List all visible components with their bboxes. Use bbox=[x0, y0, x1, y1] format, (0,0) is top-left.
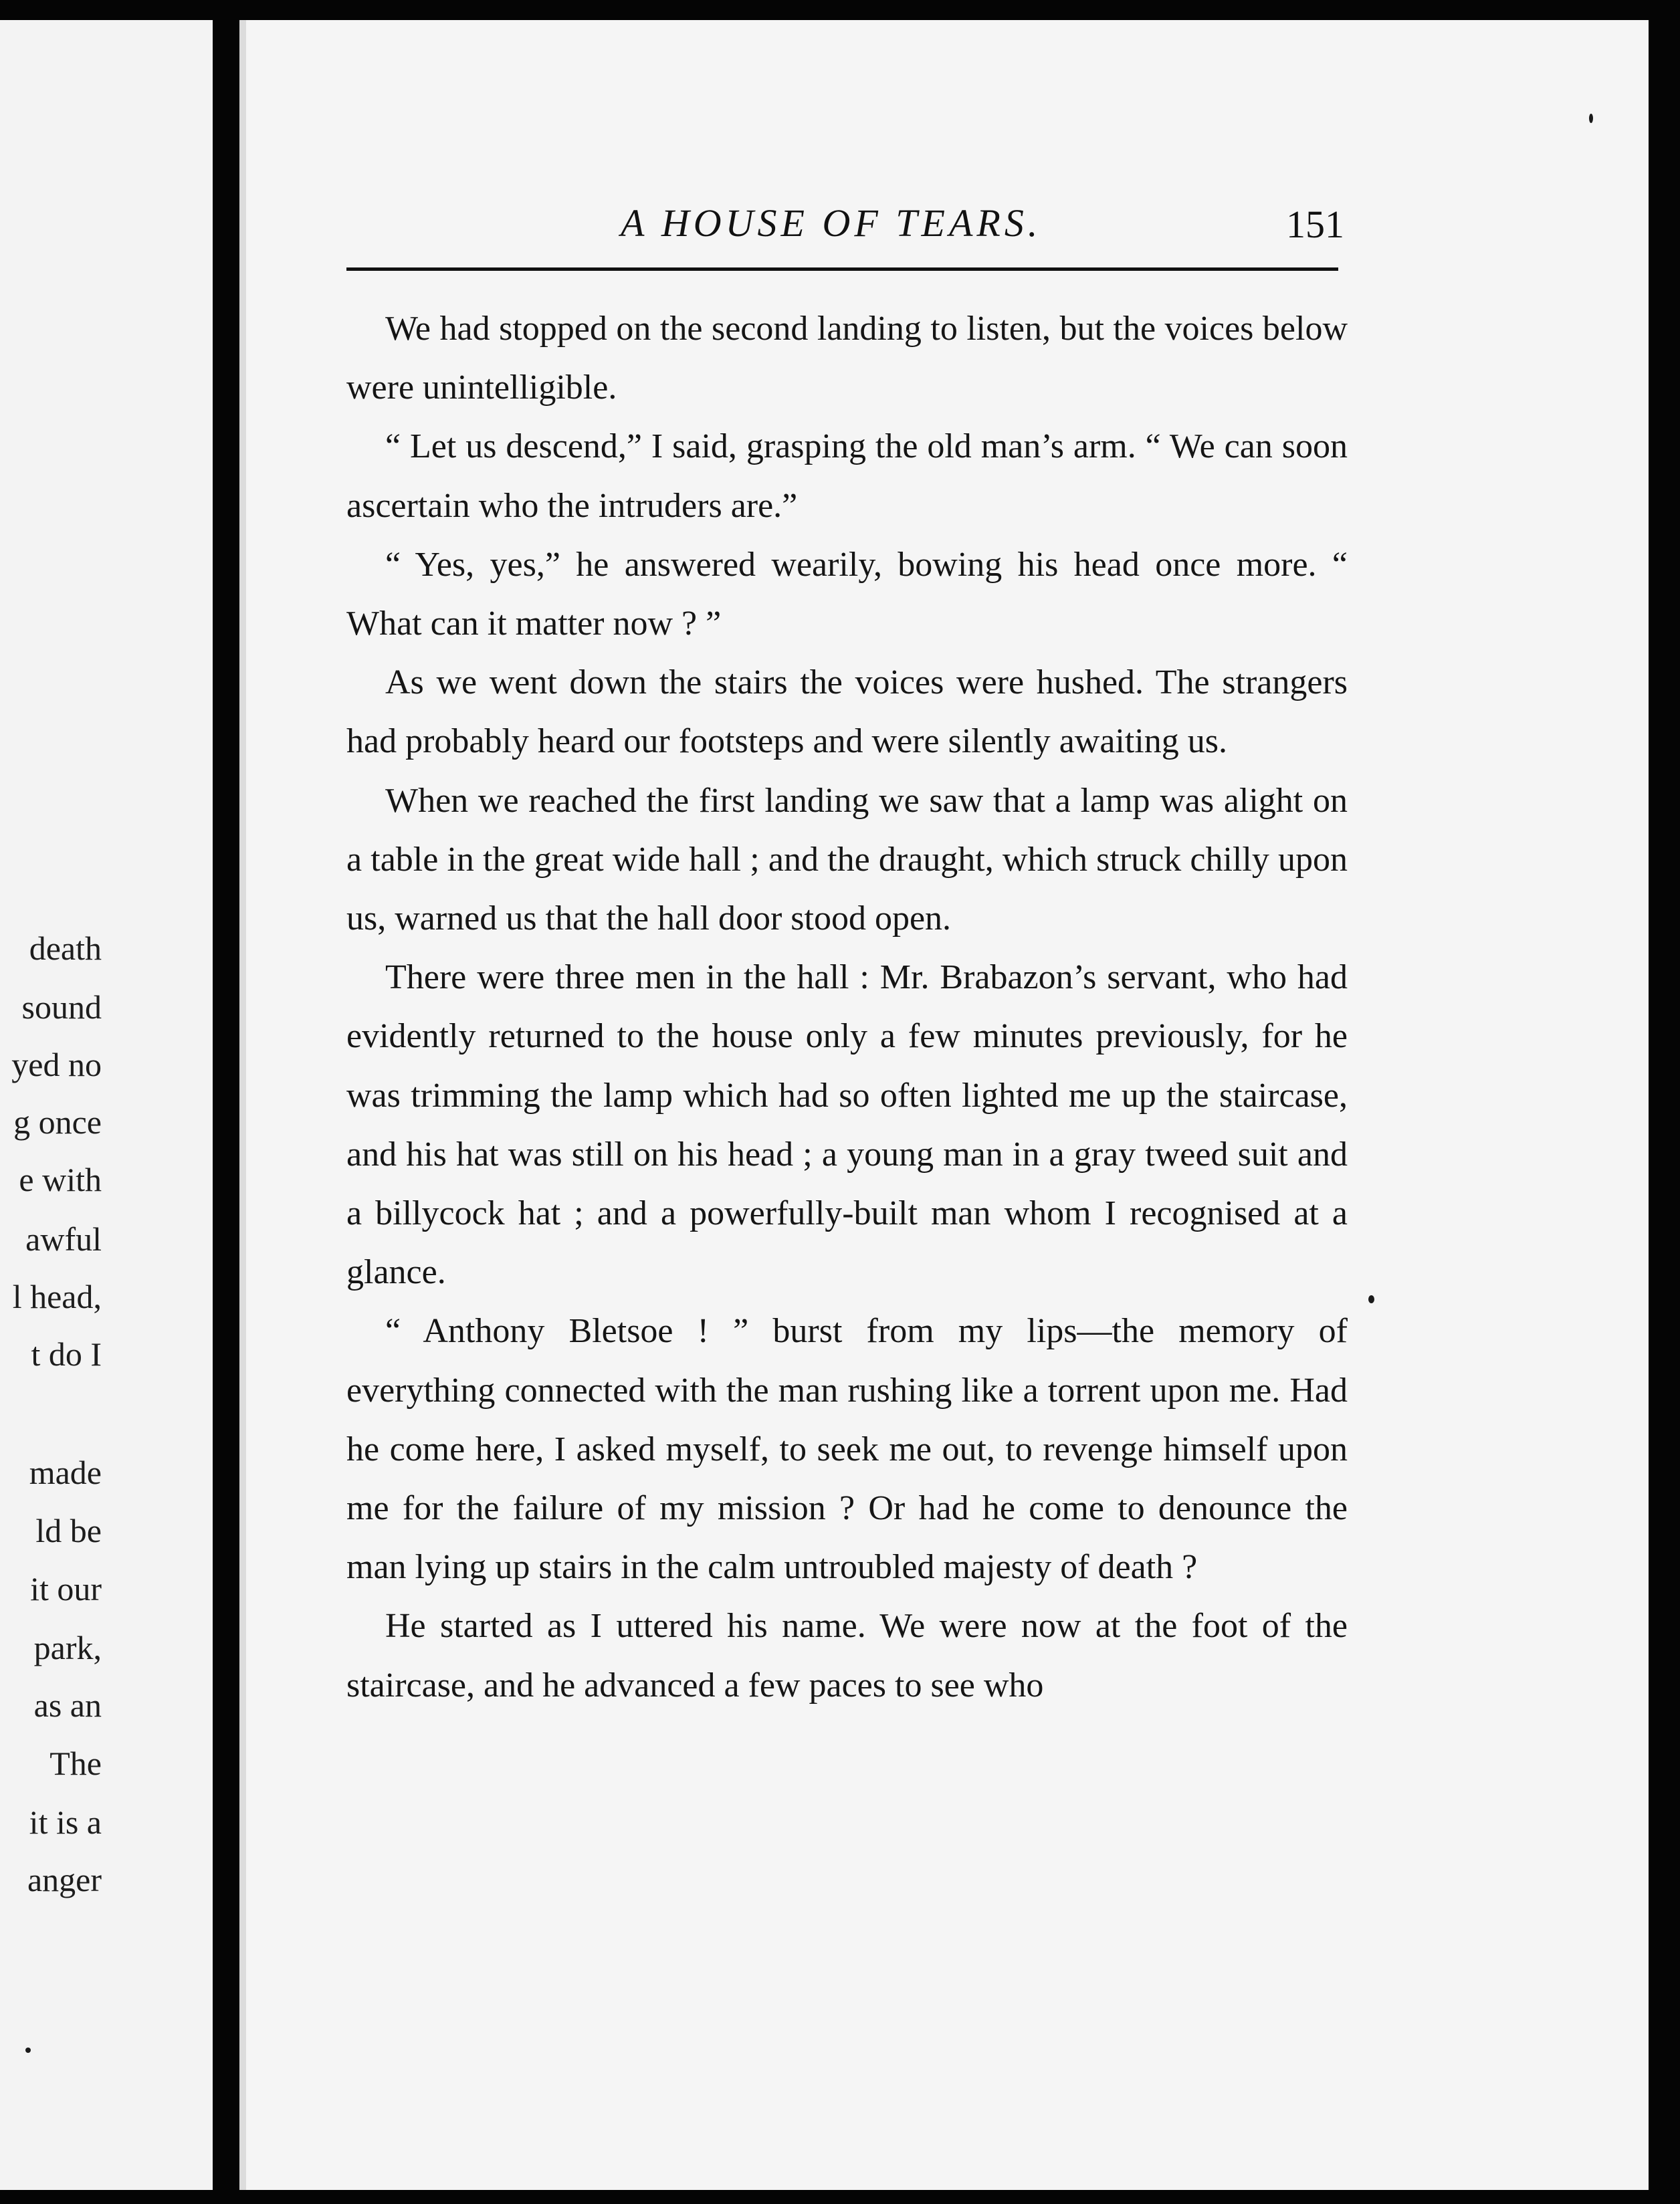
left-page-line: it our bbox=[30, 1570, 102, 1608]
header-rule bbox=[346, 267, 1338, 271]
running-title: A HOUSE OF TEARS. bbox=[621, 201, 1042, 245]
left-page-line: g once bbox=[13, 1103, 102, 1141]
page-number: 151 bbox=[1286, 203, 1344, 246]
left-page-line: e with bbox=[19, 1161, 102, 1198]
body-text bbox=[346, 300, 1348, 1715]
scanner-bed-top bbox=[0, 0, 1680, 20]
paragraph: “ Let us descend,” I said, grasping the old man’s arm. “ We can soon ascertain who the intruders are.” bbox=[346, 427, 1348, 525]
left-page-line: as an bbox=[33, 1686, 102, 1724]
paragraph: We had stopped on the second landing to listen, but the voices below were unintelligible. bbox=[346, 310, 1348, 407]
paragraph: “ Yes, yes,” he answered wearily, bowing his head once more. “ What can it matter now ? ” bbox=[346, 545, 1348, 643]
left-page-line: park, bbox=[33, 1629, 102, 1666]
page-edge-shadow bbox=[239, 20, 246, 2190]
paragraph: “ Anthony Bletsoe ! ” burst from my lips—the memory of everything connected with the man rushing like a torrent upon me. Had he come here, I asked myself, to seek me out, to revenge himself upon me for the failure of my mission ? Or had he come to denounce the man lying up stairs in the calm untroubled majesty of death ? bbox=[346, 1312, 1348, 1587]
paragraph: He started as I uttered his name. We were now at the foot of the staircase, and he advanced a few paces to see who bbox=[346, 1607, 1348, 1704]
paragraph: When we reached the first landing we saw that a lamp was alight on a table in the great wide hall ; and the draught, which struck chilly upon us, warned us that the hall door stood open. bbox=[346, 781, 1348, 938]
left-page-line: l head, bbox=[12, 1278, 102, 1315]
book-page bbox=[239, 20, 1649, 2190]
scan-speck bbox=[25, 2048, 31, 2053]
left-page-line: it is a bbox=[29, 1803, 102, 1841]
book-gutter bbox=[213, 0, 239, 2204]
paragraph: There were three men in the hall : Mr. Brabazon’s servant, who had evidently returned to the house only a few minutes previously, for he was trimming the lamp which had so often lighted me up the staircase, and his hat was still on his head ; a young man in a gray tweed suit and a billycock hat ; and a powerfully-built man whom I recognised at a glance. bbox=[346, 958, 1348, 1292]
scan-speck bbox=[1368, 1295, 1374, 1303]
left-page-line: sound bbox=[21, 988, 102, 1026]
left-page-line: The bbox=[49, 1745, 102, 1782]
paragraph: As we went down the stairs the voices were hushed. The strangers had probably heard our footsteps and were silently awaiting us. bbox=[346, 663, 1348, 761]
left-page-line: t do I bbox=[31, 1335, 102, 1373]
previous-page-fragment bbox=[0, 20, 213, 2190]
left-page-line: ld be bbox=[35, 1512, 102, 1549]
scanner-bed-bottom bbox=[0, 2190, 1680, 2204]
left-page-line: awful bbox=[25, 1220, 102, 1258]
left-page-line: yed no bbox=[11, 1046, 102, 1083]
scan-speck bbox=[1589, 114, 1593, 123]
left-page-line: made bbox=[29, 1454, 102, 1491]
left-page-line: anger bbox=[27, 1861, 102, 1898]
running-head bbox=[239, 201, 1649, 254]
left-page-line: death bbox=[29, 929, 102, 967]
scanner-bed-right bbox=[1649, 0, 1680, 2204]
